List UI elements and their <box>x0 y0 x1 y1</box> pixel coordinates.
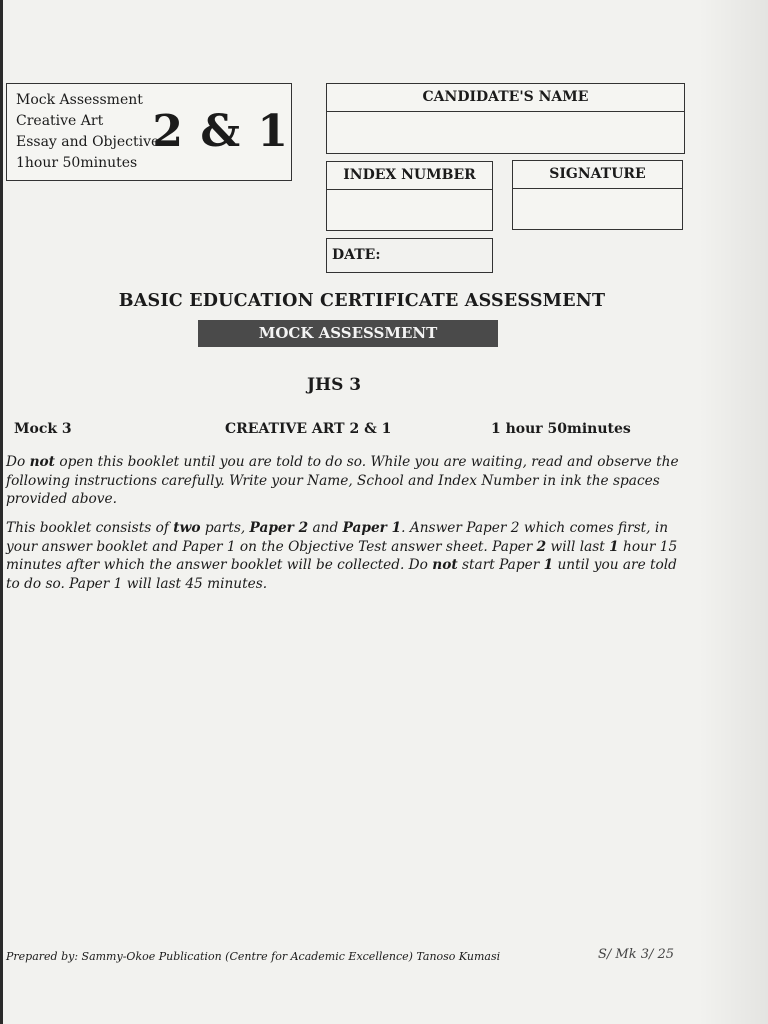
date-label: DATE: <box>332 247 381 263</box>
info-line-assessment: Mock Assessment <box>16 92 143 108</box>
instructions-paragraph-2: This booklet consists of two parts, Paper 2 and Paper 1. Answer Paper 2 which comes first, in your answer booklet and Paper 1 on the Objective Test answer sheet. Paper 2 will last 1 hour 15 minutes after which the answer booklet will be collected. Do not start Paper 1 until you are told to do so. Paper 1 will last 45 minutes. <box>6 520 678 592</box>
date-field[interactable] <box>326 238 493 273</box>
page-shadow <box>698 0 768 1024</box>
paper-info-box <box>6 83 292 181</box>
info-line-duration: 1hour 50minutes <box>16 155 138 171</box>
candidate-name-label: CANDIDATE'S NAME <box>327 84 684 112</box>
info-line-type: Essay and Objective <box>16 134 160 150</box>
class-level: JHS 3 <box>307 375 362 395</box>
signature-field <box>512 160 683 230</box>
index-number-label: INDEX NUMBER <box>327 162 492 190</box>
paper-info-lines <box>16 90 159 174</box>
instructions-paragraph-1: Do not open this booklet until you are told to do so. While you are waiting, read and observe the following instructions carefully. Write your Name, School and Index Number in ink the spaces provided above. <box>6 454 679 507</box>
document-code: S/ Mk 3/ 25 <box>598 947 675 962</box>
index-number-input[interactable] <box>327 190 492 229</box>
exam-duration: 1 hour 50minutes <box>491 421 631 437</box>
mock-assessment-banner: MOCK ASSESSMENT <box>198 320 498 347</box>
page-left-edge <box>0 0 3 1024</box>
candidate-name-input[interactable] <box>327 112 684 152</box>
publisher-credit: Prepared by: Sammy-Okoe Publication (Centre for Academic Excellence) Tanoso Kumasi <box>6 950 501 963</box>
candidate-name-field <box>326 83 685 154</box>
info-line-subject: Creative Art <box>16 113 104 129</box>
exam-title: BASIC EDUCATION CERTIFICATE ASSESSMENT <box>118 291 606 311</box>
subject-paper: CREATIVE ART 2 & 1 <box>225 421 392 437</box>
paper-code: 2 & 1 <box>152 106 289 157</box>
index-number-field <box>326 161 493 231</box>
signature-input[interactable] <box>513 189 682 228</box>
mock-number: Mock 3 <box>14 421 72 437</box>
signature-label: SIGNATURE <box>513 161 682 189</box>
